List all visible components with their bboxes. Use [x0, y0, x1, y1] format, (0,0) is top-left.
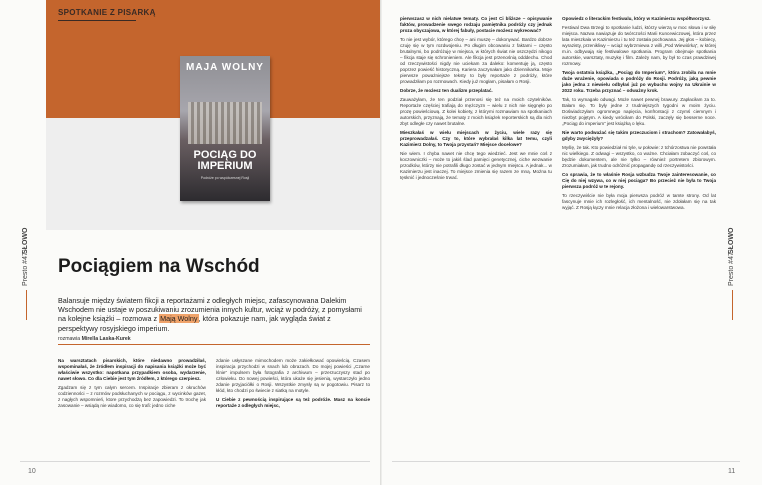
lead-author-highlight: Mają Wolny — [160, 314, 198, 324]
page-gutter — [380, 0, 382, 485]
left-margin-labels — [20, 227, 34, 340]
body-column-p10-2 — [216, 358, 370, 458]
lead-text-start: Balansuje między światem fikcji a reportażami z odległych miejsc, zafascynowana Dalekim Wschodem nie ustaje w poszukiwaniu zrozumienia innych kultur, wciąż w podróży, z pomysłami na kolejne książki – rozmowa z — [58, 296, 362, 324]
margin-divider-right — [732, 290, 733, 320]
page-number-right: 11 — [728, 468, 736, 475]
interview-question: Co sprawia, że to właśnie Rosja wzbudza Twoje zainteresowanie, co Cię do niej wzywa, co w niej pociąga? Bo przecież nie była to Twoja pierwsza podróż w te rejony. — [562, 172, 716, 189]
byline-name: Mirella Laska-Kurek — [81, 336, 131, 342]
footer-rule-right — [392, 461, 740, 462]
interview-question: Dobrze, że możesz ten dualizm przeplatać. — [400, 88, 493, 93]
interview-answer: Zgadzam się z tym całym sercem. Inspiracje zbieram z okruchów codzienności – z rozmów podsłuchanych w pociągu, z wycinków gazet, z nagłych wspomnień, ktore przychodzą bez zapowiedzi. To trochę jak zasowanie – wsiądą nie wiadomo, co się trafi: jedno ciche — [58, 385, 206, 408]
byline — [58, 336, 131, 342]
body-column-p11-1 — [400, 16, 552, 462]
book-cover-author: MAJA WOLNY — [186, 62, 264, 73]
interview-question: Na warsztatach pisarskich, które niedawno prowadziłaś, wspominałaś, że źródłem inspiracji do napisania książki może być właściwie wszystko: napotkana przypadkiem osoba, wydarzenie, nawet słowo. Co dla Ciebie jest tym źródłem, z którego czerpiesz. — [58, 358, 206, 381]
interview-answer: Tak, to wymagało odwagi. Może nawet pewnej brawury. Zapłaciłam za to. Bałam się. To były jedne z trudniejszych tygodni w moim życiu. Doświadczyłam ogromnego napięcia, konfrontacji z czymś ciemnym i niezbyt pojętym. A kiedy wróciłam do Polski, zaczęły się besserne noce. „Pociąg do imperium” jest książką o lęku. — [562, 97, 716, 126]
byline-rule — [58, 344, 370, 345]
page-number-left: 10 — [28, 468, 36, 475]
interview-answer: Festiwal Dwa Brzegi to spotkanie ludzi, którzy wierzą w moc słowa i w siłę miejsca. Nazwa nawiązuje do twórczości Marii Kuncewiczowej, która przez lata mieszkała w Kazimierzu i tu też została pochowana. Jej głos – kobiecy, wyrazisty, przenikliwy – wciąż wybrzmiewa z willi „Pod Wiewiórką”, w której m.in. odbywają się festiwalowe spotkania. Program obejmuje spotkania autorskie, warsztaty, muzykę i film. Zależy nam, by był to czas prawdziwej rozmowy. — [562, 25, 716, 66]
right-margin-labels — [726, 227, 740, 340]
section-underline — [58, 20, 136, 21]
interview-question: Twoja ostatnia książka, „Pociąg do Imperium”, która zrobiła na mnie duże wrażenie, opowiada o podróży do Rosji. Podróży, jaką pewnie jako jedna z niewielu odbyłaś już po wybuchu wojny na Ukrainie w 2022 roku. Trzeba przyznać – odważny krok. — [562, 70, 716, 93]
section-label-right: SŁOWO — [728, 227, 735, 254]
interview-question: Mieszkałaś w wielu miejscach w życiu, wiele razy się przeprowadzałaś. Czy to, które wybrałaś kilka lat temu, czyli Kazimierz Dolny, to Twoja przystań? Miejsce docelowe? — [400, 130, 552, 147]
magazine-issue-right: Presto #47 — [728, 252, 735, 286]
interview-answer: zdanie usłyszane mimochodem może zakiełkować opowieścią. Czasem inspiracja przychodzi w snach lub obrazach. Do mojej powieści „Czarne lśnie” impulsem była fotografia z archiwum – przerzuczyszy stad po człowieku. Do nowej powieści, która ukaże się jesienią, wystarczyło jedno zdanie przyjaciółki o Rosji. Wszystkie zmysły są w pogotowiu. Pisarz to kłód, kto chodzi po świecie z siatką na motyle. — [216, 358, 370, 393]
interview-question: Nie warto podważać się takim przeczuciom i strachom? Zatowałabyś, gdyby zwyciężyły? — [562, 130, 716, 141]
interview-answer: To rzeczywiście nie była moja pierwsza podróż w tamte strony. Od lat fascynuje mnie ich rozległość, ich mentalność, nie zdołałam się na tak wyjąć. Z Rosją łączy mnie relacja złożona i wielowarstwowa. — [562, 193, 716, 210]
book-cover — [180, 56, 270, 201]
section-tag: SPOTKANIE Z PISARKĄ — [58, 8, 156, 17]
byline-prefix: rozmawia — [58, 336, 82, 342]
magazine-issue-left: Presto #47 — [22, 252, 29, 286]
interview-answer: Zauważyłam, że ten podział przenosi się też na moich czytelników. Reportaże częściej trafiają do mężczyzn – wielu z nich nie sięgnęło po prozę powieściową. Z kolei kobiety, z którymi rozmawiam na spotkaniach autorskich, przyznają, że tematy z moich książek reporterskich są dla nich zbyt odległe czy nawet brutalne. — [400, 97, 552, 126]
article-title: Pociągiem na Wschód — [58, 256, 260, 277]
interview-answer: Myślę, że tak. Kto powiedział mi tyle, w połowie: z tchórzostwa nie powstała nic wielkiego. Z odwagi – wszystko, co ważne. Chciałam zobaczyć coś, co będzie dokumentem, ale nie tylko – również portretem zbiorowym. Zrozumiałam, jak trudno odróżnić propagandę od rzeczywistości. — [562, 145, 716, 168]
margin-divider-left — [26, 290, 27, 320]
interview-answer: To nie jest wybór, którego chcę – ani muszę – dokonywać. Bardzo dobrze czuję się w tym rozdwojeniu. Po długim obcowaniu z faktami – często brutalnymi, bo podróżuję w miejsca, w których świat nie oszczędzi nikogo – fikcja staje się schronieniem. Ale fikcja jest przenośnią odddechu. Chod od rzeczywistości nigdy nie uciekam za daleko: komentuję ją, często poprzez powieść historyczną. Kariera zaczynałam jako dziennikarka. Moje pierwsze poważniejsze teksty to były reportaże z podróży, które prowadziłam po rozmowach. Kiedy już mogłam, pisałam o Rosji. — [400, 37, 552, 84]
interview-question: pierwszasz w nich nielatwe tematy. Co jest Ci bliższe – opisywanie faktów, prowadzenie swego rodzaju pamiętnika podróży czy jednak proza obyczajowa, w której fabuły, postacie możesz wykreować? — [400, 16, 552, 33]
body-column-p11-2 — [562, 16, 716, 462]
article-lead — [58, 296, 370, 333]
lead-text-end: , która pokazuje nam, jak wygląda świat z perspektywy rosyjskiego imperium. — [58, 314, 331, 333]
interview-answer: Nie wiem. I chyba nawet nie chcę tego wiedzieć. Jest we mnie coś z koczowniczki – może to jakiś ślad pamięci genetycznej, ciche wezwanie przodków, którzy nie potrafili długo zostać w jednym miejscu. A jednak... w Kazimierzu jest inaczej. To miejsce zmienia się razem ze mną. Można tu tęsknić i jednocześnie trwać. — [400, 151, 552, 180]
book-cover-subtitle: Podróże po współczesnej Rosji — [200, 176, 250, 180]
book-cover-building-image — [188, 102, 262, 144]
book-cover-title: POCIĄG DO IMPERIUM — [193, 149, 257, 172]
interview-question: U Ciebie z pewnością inspirujące są też podróże. Masz na koncie reportaże z odległych miejsc, — [216, 397, 370, 408]
interview-question: Opowiedz o literackim festiwalu, który w Kazimierzu współtworzysz. — [562, 16, 711, 21]
section-label-left: SŁOWO — [22, 227, 29, 254]
body-column-p10-1 — [58, 358, 206, 458]
footer-rule-left — [20, 461, 370, 462]
